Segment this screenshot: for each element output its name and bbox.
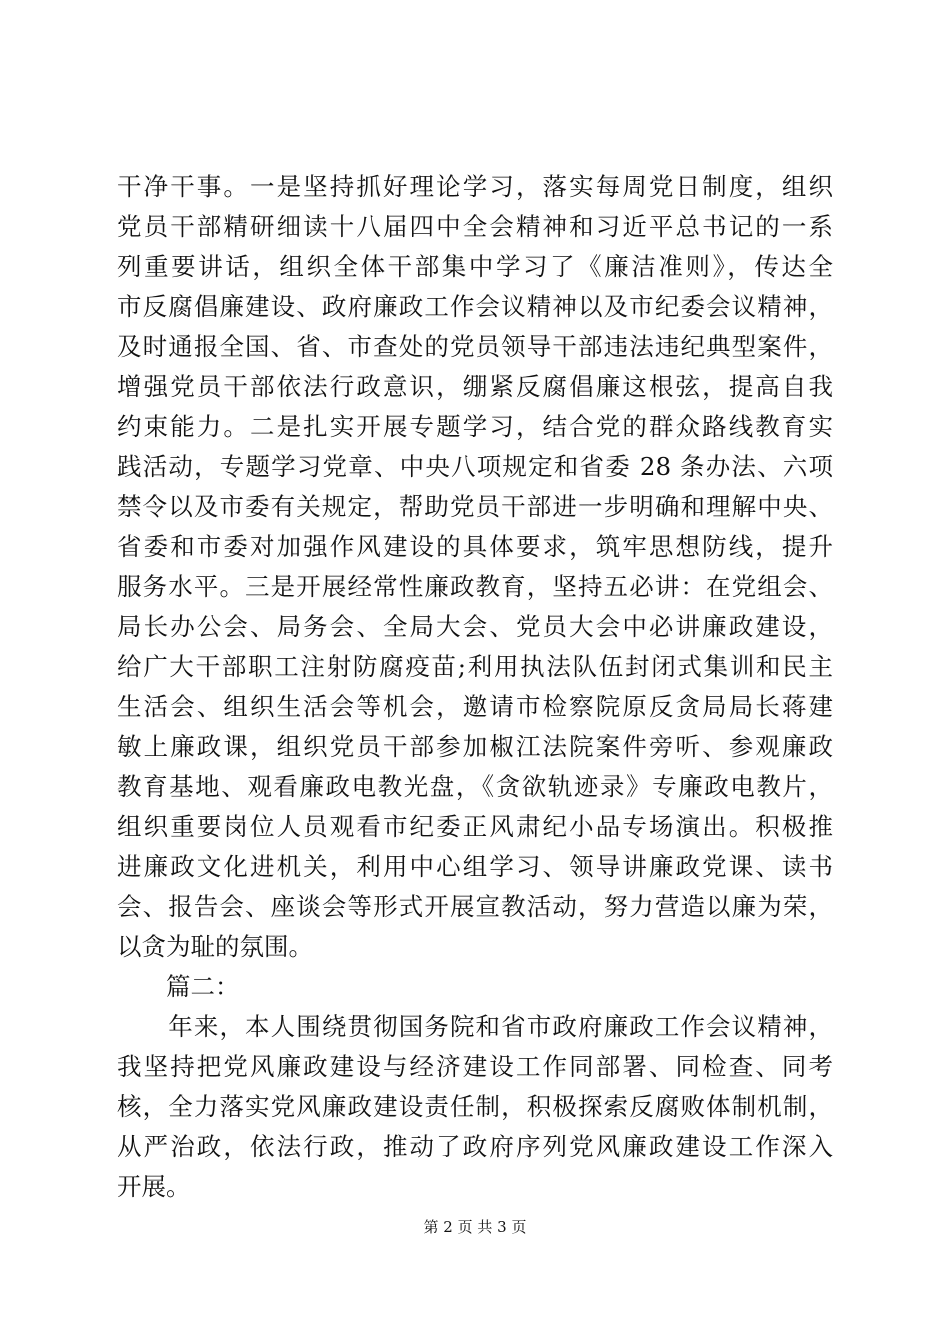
text-line: 敏上廉政课，组织党员干部参加椒江法院案件旁听、参观廉政	[117, 732, 833, 761]
section-heading: 篇二：	[117, 972, 240, 1001]
text-line: 列重要讲话，组织全体干部集中学习了《廉洁准则》，传达全	[117, 252, 833, 281]
text-line: 给广大干部职工注射防腐疫苗;利用执法队伍封闭式集训和民主	[117, 652, 833, 681]
text-line: 省委和市委对加强作风建设的具体要求，筑牢思想防线，提升	[117, 532, 833, 561]
page-footer: 第 2 页 共 3 页	[423, 1218, 527, 1236]
text-line: 党员干部精研细读十八届四中全会精神和习近平总书记的一系	[117, 212, 833, 241]
text-line: 年来，本人围绕贯彻国务院和省市政府廉政工作会议精神，	[117, 1012, 833, 1041]
text-line: 局长办公会、局务会、全局大会、党员大会中必讲廉政建设，	[117, 612, 833, 641]
text-line: 进廉政文化进机关，利用中心组学习、领导讲廉政党课、读书	[117, 852, 833, 881]
text-line: 教育基地、观看廉政电教光盘，《贪欲轨迹录》专廉政电教片，	[117, 772, 833, 801]
text-line: 核，全力落实党风廉政建设责任制，积极探索反腐败体制机制，	[117, 1092, 833, 1121]
text-line: 干净干事。一是坚持抓好理论学习，落实每周党日制度，组织	[117, 172, 833, 201]
text-line: 禁令以及市委有关规定，帮助党员干部进一步明确和理解中央、	[117, 492, 833, 521]
text-line: 约束能力。二是扎实开展专题学习，结合党的群众路线教育实	[117, 412, 833, 441]
text-line: 我坚持把党风廉政建设与经济建设工作同部署、同检查、同考	[117, 1052, 833, 1081]
text-line: 践活动，专题学习党章、中央八项规定和省委 28 条办法、六项	[117, 452, 833, 481]
text-line: 服务水平。三是开展经常性廉政教育，坚持五必讲：在党组会、	[117, 572, 833, 601]
text-line: 生活会、组织生活会等机会，邀请市检察院原反贪局局长蒋建	[117, 692, 833, 721]
text-line: 从严治政，依法行政，推动了政府序列党风廉政建设工作深入	[117, 1132, 833, 1161]
text-line: 组织重要岗位人员观看市纪委正风肃纪小品专场演出。积极推	[117, 812, 833, 841]
text-line: 市反腐倡廉建设、政府廉政工作会议精神以及市纪委会议精神，	[117, 292, 833, 321]
text-line: 以贪为耻的氛围。	[117, 932, 313, 961]
text-line: 开展。	[117, 1172, 191, 1201]
text-line: 增强党员干部依法行政意识，绷紧反腐倡廉这根弦，提高自我	[117, 372, 833, 401]
text-line: 及时通报全国、省、市查处的党员领导干部违法违纪典型案件，	[117, 332, 833, 361]
text-line: 会、报告会、座谈会等形式开展宣教活动，努力营造以廉为荣，	[117, 892, 833, 921]
